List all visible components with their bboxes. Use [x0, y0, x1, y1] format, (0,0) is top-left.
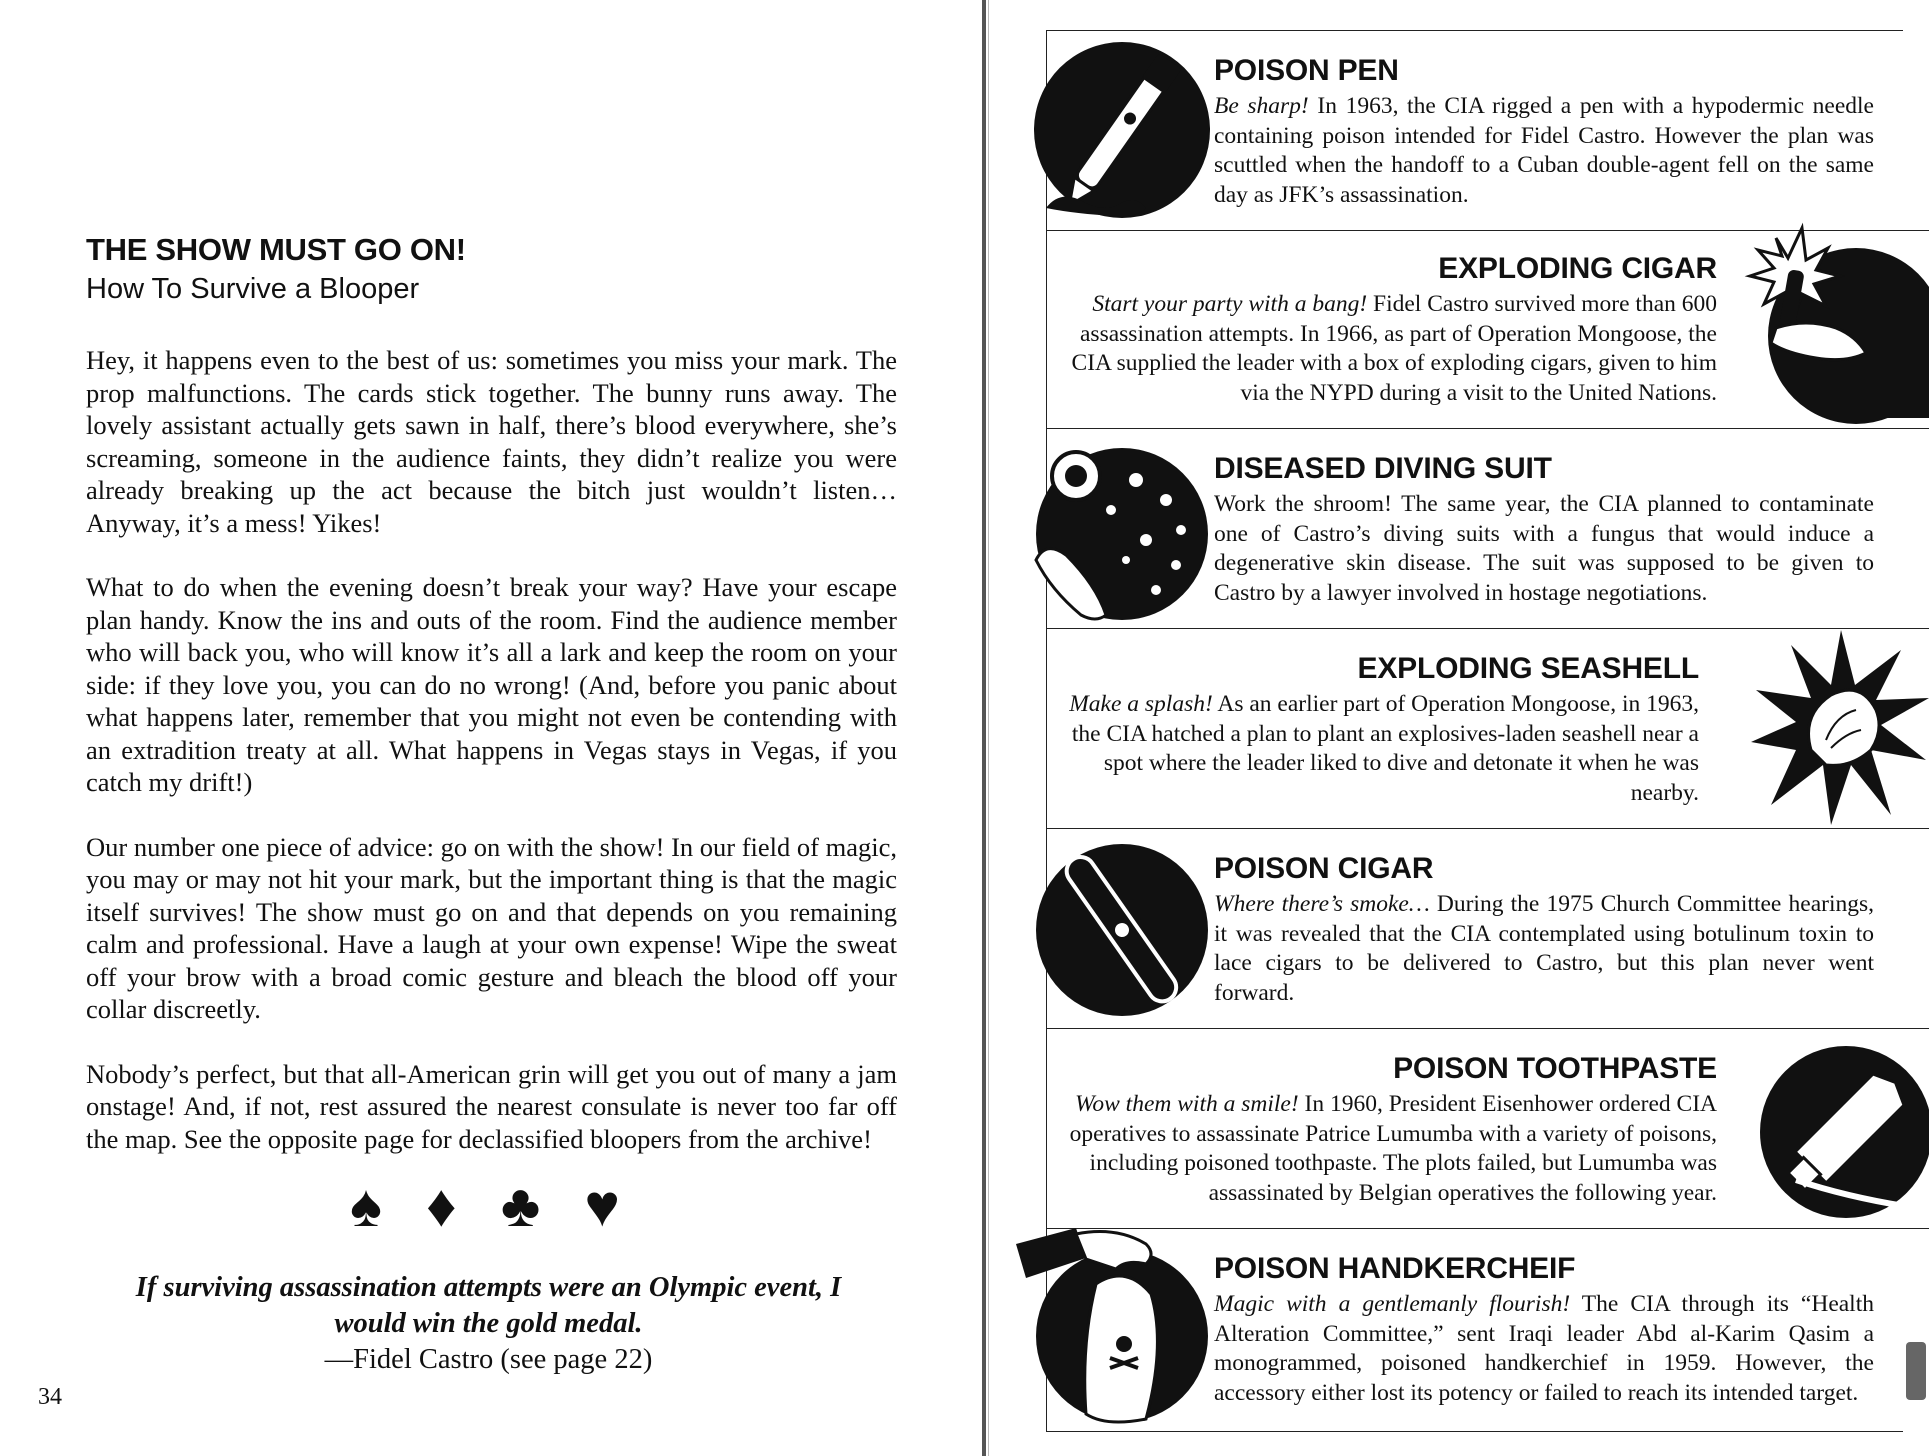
scrollbar-thumb[interactable] — [1906, 1342, 1926, 1400]
panel-title: POISON CIGAR — [1214, 852, 1434, 885]
quote-attribution: —Fidel Castro (see page 22) — [324, 1344, 653, 1375]
paragraph: What to do when the evening doesn’t break your way? Have your escape plan handy. Know the ins and outs of the room. Find the audience member who will back you, who will know it’s all a lark and keep the room on your side: if they love you, you can do no wrong! (And, before you panic about what happens later, remember that you might not even be contending with an extradition treaty at all. What happens in Vegas stays in Vegas, if you catch my drift!) — [86, 572, 897, 797]
page-title: THE SHOW MUST GO ON! — [86, 232, 466, 267]
page-gutter — [982, 0, 986, 1456]
panel-body: The same year, the CIA planned to contaminate one of Castro’s diving suits with a fungus that would induce a degenerative skin disease. The suit was supposed to be given to Castro by a lawyer involved in hostage negotiations. — [1214, 491, 1874, 606]
panel-title: POISON PEN — [1214, 54, 1399, 87]
page-gutter-shadow — [988, 0, 989, 1456]
panel-poison-handkerchief — [1046, 1230, 1929, 1430]
panel-text — [1214, 490, 1874, 608]
panel-poison-pen — [1046, 32, 1929, 231]
heart-icon: ♥ — [584, 1173, 620, 1239]
paragraph: Hey, it happens even to the best of us: sometimes you miss your mark. The prop malfunctions. The cards stick together. The bunny runs away. The lovely assistant actually gets sawn in half, there’s blood everywhere, she’s screaming, someone in the audience faints, they didn’t realize you were already breaking up the act because the bitch just wouldn’t listen… Anyway, it’s a mess! Yikes! — [86, 345, 897, 538]
panel-text — [1047, 1090, 1717, 1208]
panel-title: EXPLODING SEASHELL — [1357, 652, 1699, 685]
panel-body: In 1960, President Eisenhower ordered CIA operatives to assassinate Patrice Lumumba with a variety of poisons, including poisoned toothpaste. The plots failed, but Lumumba was assassinated by Belgian operatives the following year. — [1069, 1091, 1717, 1206]
exploding-cigar-icon — [1736, 218, 1929, 428]
panel-exploding-cigar — [1046, 230, 1929, 429]
exploding-seashell-icon — [1751, 630, 1929, 825]
quote-text: If surviving assassination attempts were an Olympic event, I would win the gold medal. — [135, 1272, 842, 1339]
panel-body: As an earlier part of Operation Mongoose, in 1963, the CIA hatched a plan to plant an explosives-laden seashell near a spot where the leader liked to dive and detonate it when he was nearby. — [1071, 691, 1699, 806]
panel-text — [1047, 290, 1717, 408]
poison-handkerchief-icon — [1016, 1224, 1216, 1424]
page-number: 34 — [38, 1384, 62, 1410]
pull-quote — [110, 1270, 867, 1378]
right-page — [990, 0, 1929, 1456]
diamond-icon: ♦ — [426, 1173, 457, 1239]
poison-cigar-icon — [1026, 840, 1216, 1025]
card-suits — [350, 1173, 620, 1239]
panel-lead: Wow them with a smile! — [1074, 1091, 1299, 1117]
page-subtitle: How To Survive a Blooper — [86, 273, 420, 305]
panel-poison-toothpaste — [1046, 1030, 1929, 1229]
panel-title: POISON TOOTHPASTE — [1393, 1052, 1717, 1085]
panel-body: Fidel Castro survived more than 600 assassination attempts. In 1966, as part of Operation Mongoose, the CIA supplied the leader with a box of exploding cigars, given to him via the NYPD during a visit to the United Nations. — [1071, 291, 1717, 406]
poison-toothpaste-icon — [1736, 1040, 1929, 1225]
panel-title: DISEASED DIVING SUIT — [1214, 452, 1552, 485]
club-icon: ♣ — [500, 1173, 541, 1239]
diving-suit-icon — [1016, 440, 1216, 630]
panel-diseased-diving-suit — [1046, 430, 1929, 629]
panel-text — [1214, 1290, 1874, 1408]
panel-lead: Where there’s smoke… — [1214, 891, 1430, 917]
panel-text — [1214, 92, 1874, 210]
panel-title: EXPLODING CIGAR — [1438, 252, 1717, 285]
panel-exploding-seashell — [1046, 630, 1929, 829]
article-body — [86, 344, 897, 1187]
panel-lead: Magic with a gentlemanly flourish! — [1214, 1291, 1571, 1317]
panel-poison-cigar — [1046, 830, 1929, 1029]
paragraph: Our number one piece of advice: go on with the show! In our field of magic, you may or may not hit your mark, but the important thing is that the magic itself survives! The show must go on and that depends on you remaining calm and professional. Have a laugh at your own expense! Wipe the sweat off your brow with a broad comic gesture and bleach the blood off your collar discreetly. — [86, 831, 897, 1024]
panel-body: In 1963, the CIA rigged a pen with a hypodermic needle containing poison intended for Fidel Castro. However the plan was scuttled when the handoff to a Cuban double-agent fell on the same day as JFK’s assassination. — [1214, 93, 1874, 208]
panel-text — [1214, 890, 1874, 1008]
panel-title: POISON HANDKERCHEIF — [1214, 1252, 1576, 1285]
panel-body: During the 1975 Church Committee hearings, it was revealed that the CIA contemplated using botulinum toxin to lace cigars to be delivered to Castro, but this plan never went forward. — [1214, 891, 1874, 1006]
panel-body: The CIA through its “Health Alteration Committee,” sent Iraqi leader Abd al-Karim Qasim a monogrammed, poisoned handkerchief in 1959. However, the accessory either lost its potency or failed to reach its intended target. — [1214, 1291, 1874, 1406]
panel-text — [1069, 690, 1699, 808]
panel-lead: Be sharp! — [1214, 93, 1309, 119]
panel-lead: Start your party with a bang! — [1092, 291, 1368, 317]
spade-icon: ♠ — [350, 1173, 382, 1239]
panel-lead: Make a splash! — [1069, 691, 1213, 717]
poison-pen-icon — [1026, 38, 1216, 228]
panel-lead: Work the shroom! — [1214, 491, 1392, 517]
paragraph: Nobody’s perfect, but that all-American grin will get you out of many a jam onstage! And, if not, rest assured the nearest consulate is never too far off the map. See the opposite page for declassified bloopers from the archive! — [86, 1058, 897, 1154]
